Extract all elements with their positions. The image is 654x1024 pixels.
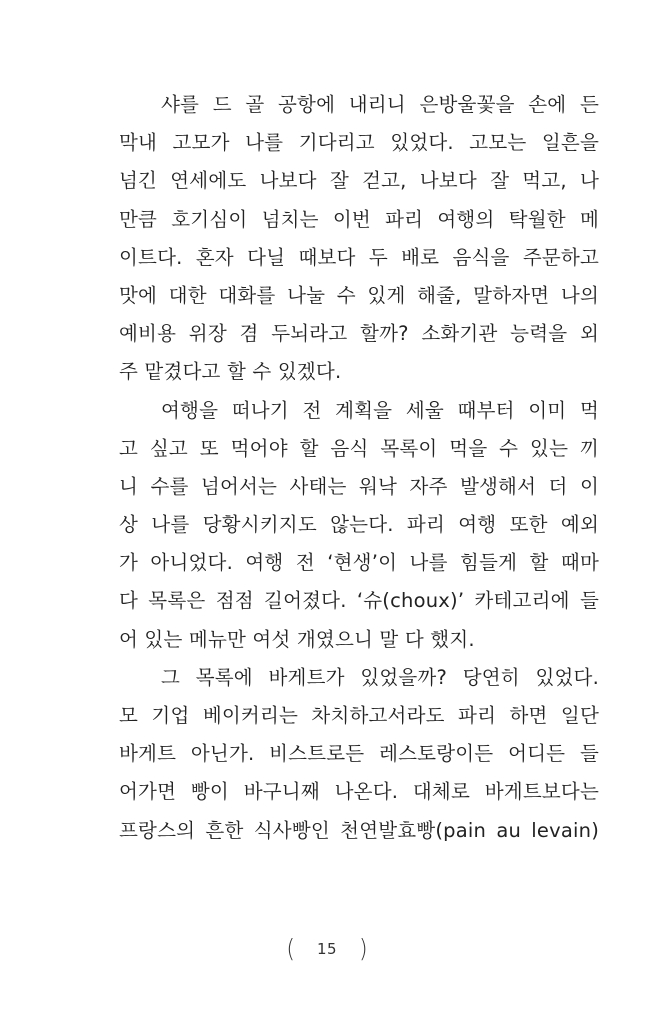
text-line: 바게트 아닌가. 비스트로든 레스토랑이든 어디든 들 — [119, 742, 599, 766]
text-line: 니 수를 넘어서는 사태는 워낙 자주 발생해서 더 이 — [119, 474, 599, 498]
page-footer — [0, 934, 654, 964]
text-line: 프랑스의 흔한 식사빵인 천연발효빵(pain au levain) — [119, 818, 599, 842]
text-line: 다 목록은 점점 길어졌다. ‘슈(choux)’ 카테고리에 들 — [119, 589, 599, 613]
text-line: 어가면 빵이 바구니째 나온다. 대체로 바게트보다는 — [119, 780, 599, 804]
body-text — [119, 86, 599, 850]
text-line: 고 싶고 또 먹어야 할 음식 목록이 먹을 수 있는 끼 — [119, 436, 599, 460]
text-line: 상 나를 당황시키지도 않는다. 파리 여행 또한 예외 — [119, 513, 599, 537]
text-line: 주 맡겼다고 할 수 있겠다. — [119, 360, 342, 384]
text-line: 여행을 떠나기 전 계획을 세울 때부터 이미 먹 — [161, 398, 599, 422]
text-line: 가 아니었다. 여행 전 ‘현생’이 나를 힘들게 할 때마 — [119, 551, 599, 575]
text-line: 맛에 대한 대화를 나눌 수 있게 해줄, 말하자면 나의 — [119, 283, 599, 307]
left-bracket: ( — [286, 934, 295, 964]
page-number: 15 — [316, 940, 338, 958]
text-line: 이트다. 혼자 다닐 때보다 두 배로 음식을 주문하고 — [119, 245, 599, 269]
text-line: 만큼 호기심이 넘치는 이번 파리 여행의 탁월한 메 — [119, 207, 599, 231]
text-line: 샤를 드 골 공항에 내리니 은방울꽃을 손에 든 — [161, 93, 599, 116]
text-line: 막내 고모가 나를 기다리고 있었다. 고모는 일흔을 — [119, 131, 599, 155]
right-bracket: ) — [359, 934, 368, 964]
text-line: 예비용 위장 겸 두뇌라고 할까? 소화기관 능력을 외 — [119, 322, 599, 346]
text-line: 넘긴 연세에도 나보다 잘 걷고, 나보다 잘 먹고, 나 — [119, 169, 599, 193]
text-line: 그 목록에 바게트가 있었을까? 당연히 있었다. — [161, 665, 599, 689]
text-line: 어 있는 메뉴만 여섯 개였으니 말 다 했지. — [119, 627, 475, 651]
text-line: 모 기업 베이커리는 차치하고서라도 파리 하면 일단 — [119, 704, 599, 727]
